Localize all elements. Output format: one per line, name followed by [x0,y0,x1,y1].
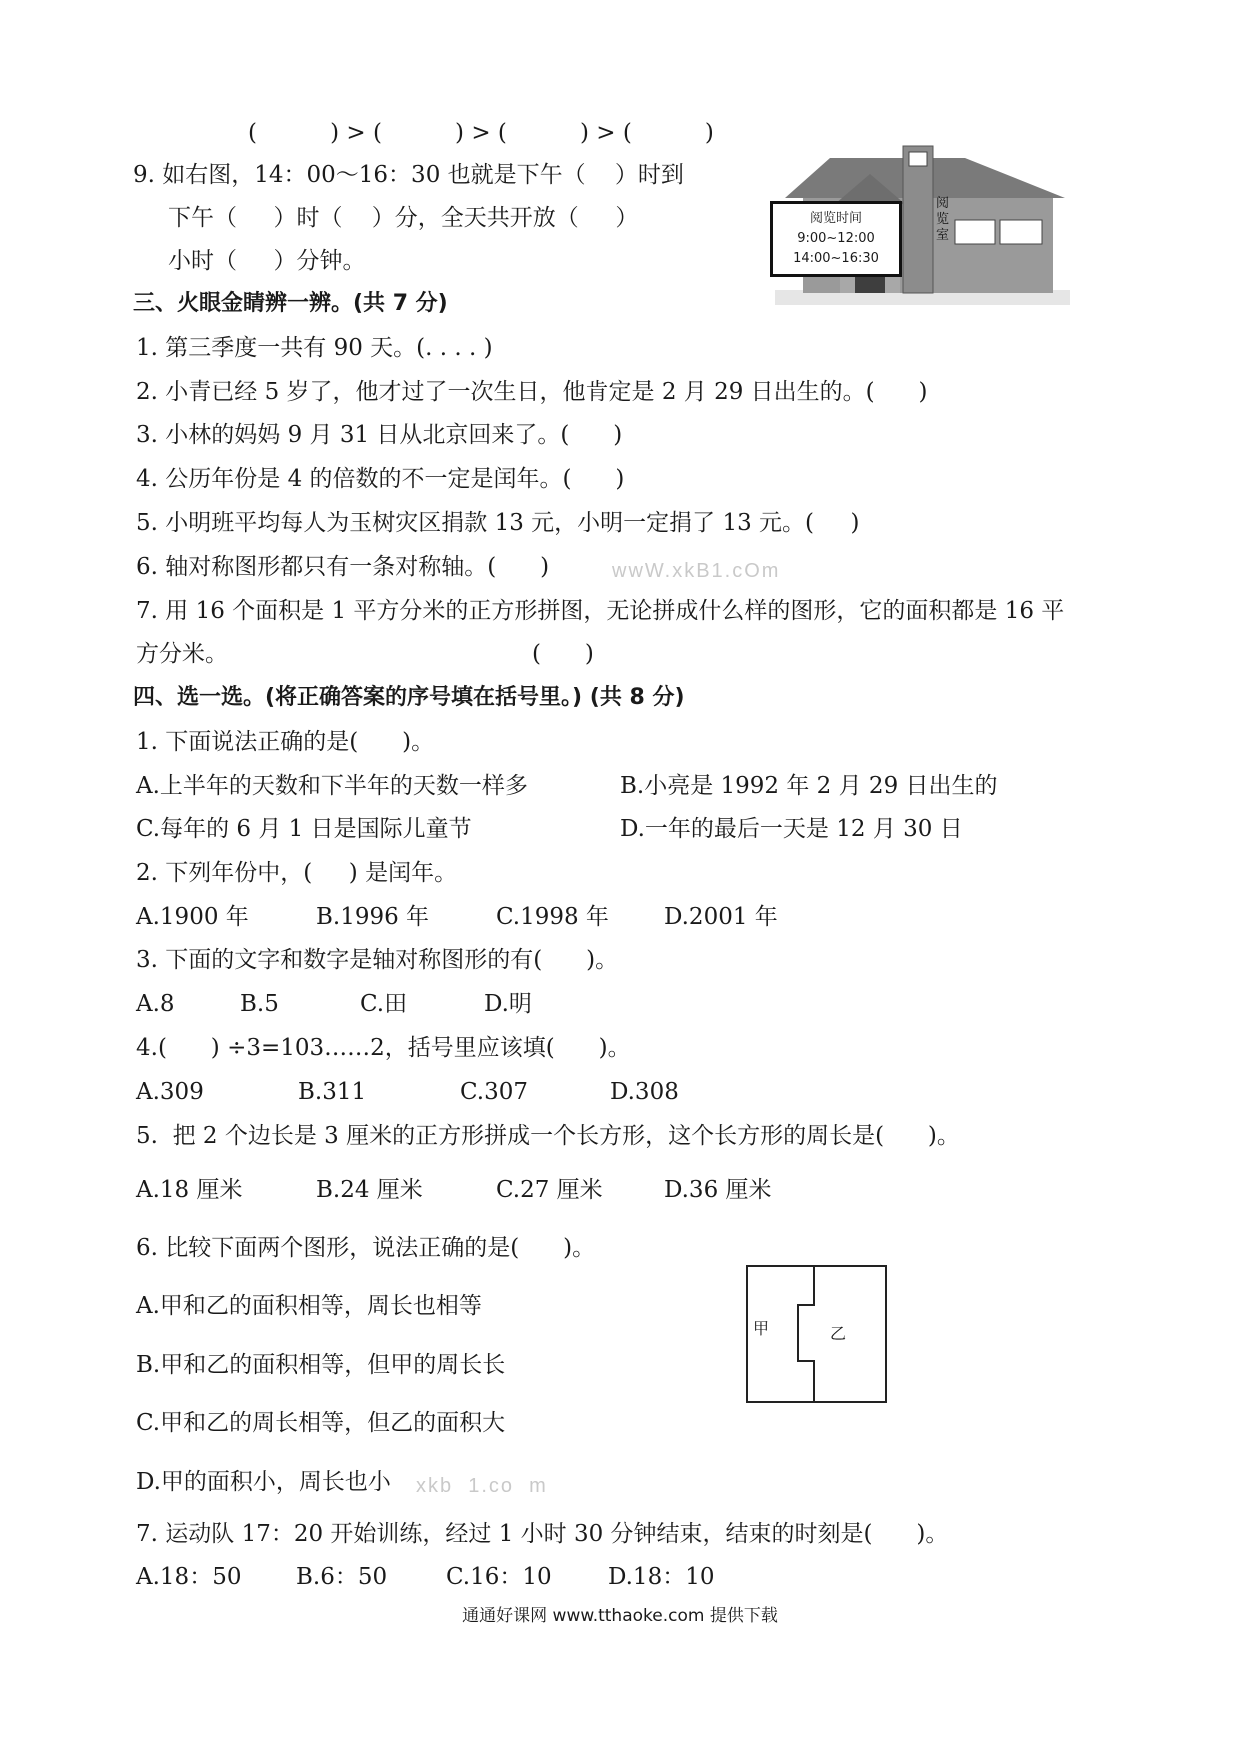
choice-q4: 4.( ) ÷3=103……2，括号里应该填( )。 [136,1035,631,1061]
figure-label-jia: 甲 [753,1319,770,1338]
question-9-line-1: 9. 如右图，14：00～16：30 也就是下午（ ）时到 [133,162,684,188]
choice-q5: 5. 把 2 个边长是 3 厘米的正方形拼成一个长方形，这个长方形的周长是( )。 [136,1123,960,1149]
choice-q1-c: C.每年的 6 月 1 日是国际儿童节 [136,816,472,842]
choice-q5-c: C.27 厘米 [496,1177,603,1203]
section-3-heading: 三、火眼金睛辨一辨。(共 7 分) [133,291,448,316]
choice-q7-b: B.6：50 [296,1564,388,1590]
choice-q2-c: C.1998 年 [496,904,609,930]
choice-q5-a: A.18 厘米 [136,1177,243,1203]
blank-compare-row: ( ) > ( ) > ( ) > ( ) [248,120,714,146]
choice-q1: 1. 下面说法正确的是( )。 [136,729,435,755]
choice-q6-a: A.甲和乙的面积相等，周长也相等 [136,1293,482,1319]
choice-q6-c: C.甲和乙的周长相等，但乙的面积大 [136,1410,506,1436]
choice-q1-b: B.小亮是 1992 年 2 月 29 日出生的 [620,773,998,799]
choice-q1-a: A.上半年的天数和下半年的天数一样多 [136,773,528,799]
choice-q4-b: B.311 [298,1079,367,1105]
judge-item-2: 2. 小青已经 5 岁了，他才过了一次生日，他肯定是 2 月 29 日出生的。( ) [136,379,928,405]
choice-q5-b: B.24 厘米 [316,1177,423,1203]
watermark: xkb 1.co m [416,1475,548,1497]
choice-q1-d: D.一年的最后一天是 12 月 30 日 [620,816,963,842]
judge-item-3: 3. 小林的妈妈 9 月 31 日从北京回来了。( ) [136,422,623,448]
choice-q4-a: A.309 [136,1079,204,1105]
choice-q7-c: C.16：10 [446,1564,552,1590]
judge-item-7-cont: 方分米。 [136,641,228,667]
judge-item-7: 7. 用 16 个面积是 1 平方分米的正方形拼图，无论拼成什么样的图形，它的面积都是 16 平 [136,598,1065,624]
choice-q3: 3. 下面的文字和数字是轴对称图形的有( )。 [136,947,619,973]
choice-q6-b: B.甲和乙的面积相等，但甲的周长长 [136,1352,506,1378]
watermark: wwW.xkB1.cOm [612,560,781,582]
house-sign-label: 阅览室 [936,196,950,243]
question-9-line-2: 下午（ ）时（ ）分，全天共开放（ ） [168,205,639,231]
question-9-line-3: 小时（ ）分钟。 [168,248,366,274]
choice-q5-d: D.36 厘米 [664,1177,772,1203]
judge-item-4: 4. 公历年份是 4 的倍数的不一定是闰年。( ) [136,466,625,492]
choice-q2-a: A.1900 年 [136,904,249,930]
judge-item-6: 6. 轴对称图形都只有一条对称轴。( ) [136,554,550,580]
choice-q2: 2. 下列年份中，( ) 是闰年。 [136,860,458,886]
judge-item-1: 1. 第三季度一共有 90 天。(. . . . ) [136,335,493,361]
choice-q7: 7. 运动队 17：20 开始训练，经过 1 小时 30 分钟结束，结束的时刻是( )。 [136,1521,949,1547]
page-footer: 通通好课网 www.tthaoke.com 提供下载 [462,1606,778,1626]
figure-label-yi: 乙 [830,1324,847,1343]
section-4-heading: 四、选一选。(将正确答案的序号填在括号里。) (共 8 分) [133,685,685,710]
choice-q2-b: B.1996 年 [316,904,430,930]
choice-q3-a: A.8 [136,991,175,1017]
choice-q7-d: D.18：10 [608,1564,715,1590]
choice-q3-d: D.明 [484,991,532,1017]
sign-time-2: 14:00~16:30 [793,251,879,266]
choice-q4-d: D.308 [610,1079,679,1105]
choice-q2-d: D.2001 年 [664,904,778,930]
choice-q4-c: C.307 [460,1079,528,1105]
sign-time-1: 9:00~12:00 [797,231,875,246]
judge-item-5: 5. 小明班平均每人为玉树灾区捐款 13 元，小明一定捐了 13 元。( ) [136,510,860,536]
choice-q3-c: C.田 [360,991,408,1017]
choice-q7-a: A.18：50 [136,1564,242,1590]
choice-q3-b: B.5 [240,991,279,1017]
sign-title: 阅览时间 [809,211,862,226]
judge-item-7-blank: ( ) [532,641,594,667]
opening-hours-sign [770,201,902,277]
choice-q6-d: D.甲的面积小，周长也小 [136,1469,391,1495]
choice-q6: 6. 比较下面两个图形，说法正确的是( )。 [136,1235,596,1261]
